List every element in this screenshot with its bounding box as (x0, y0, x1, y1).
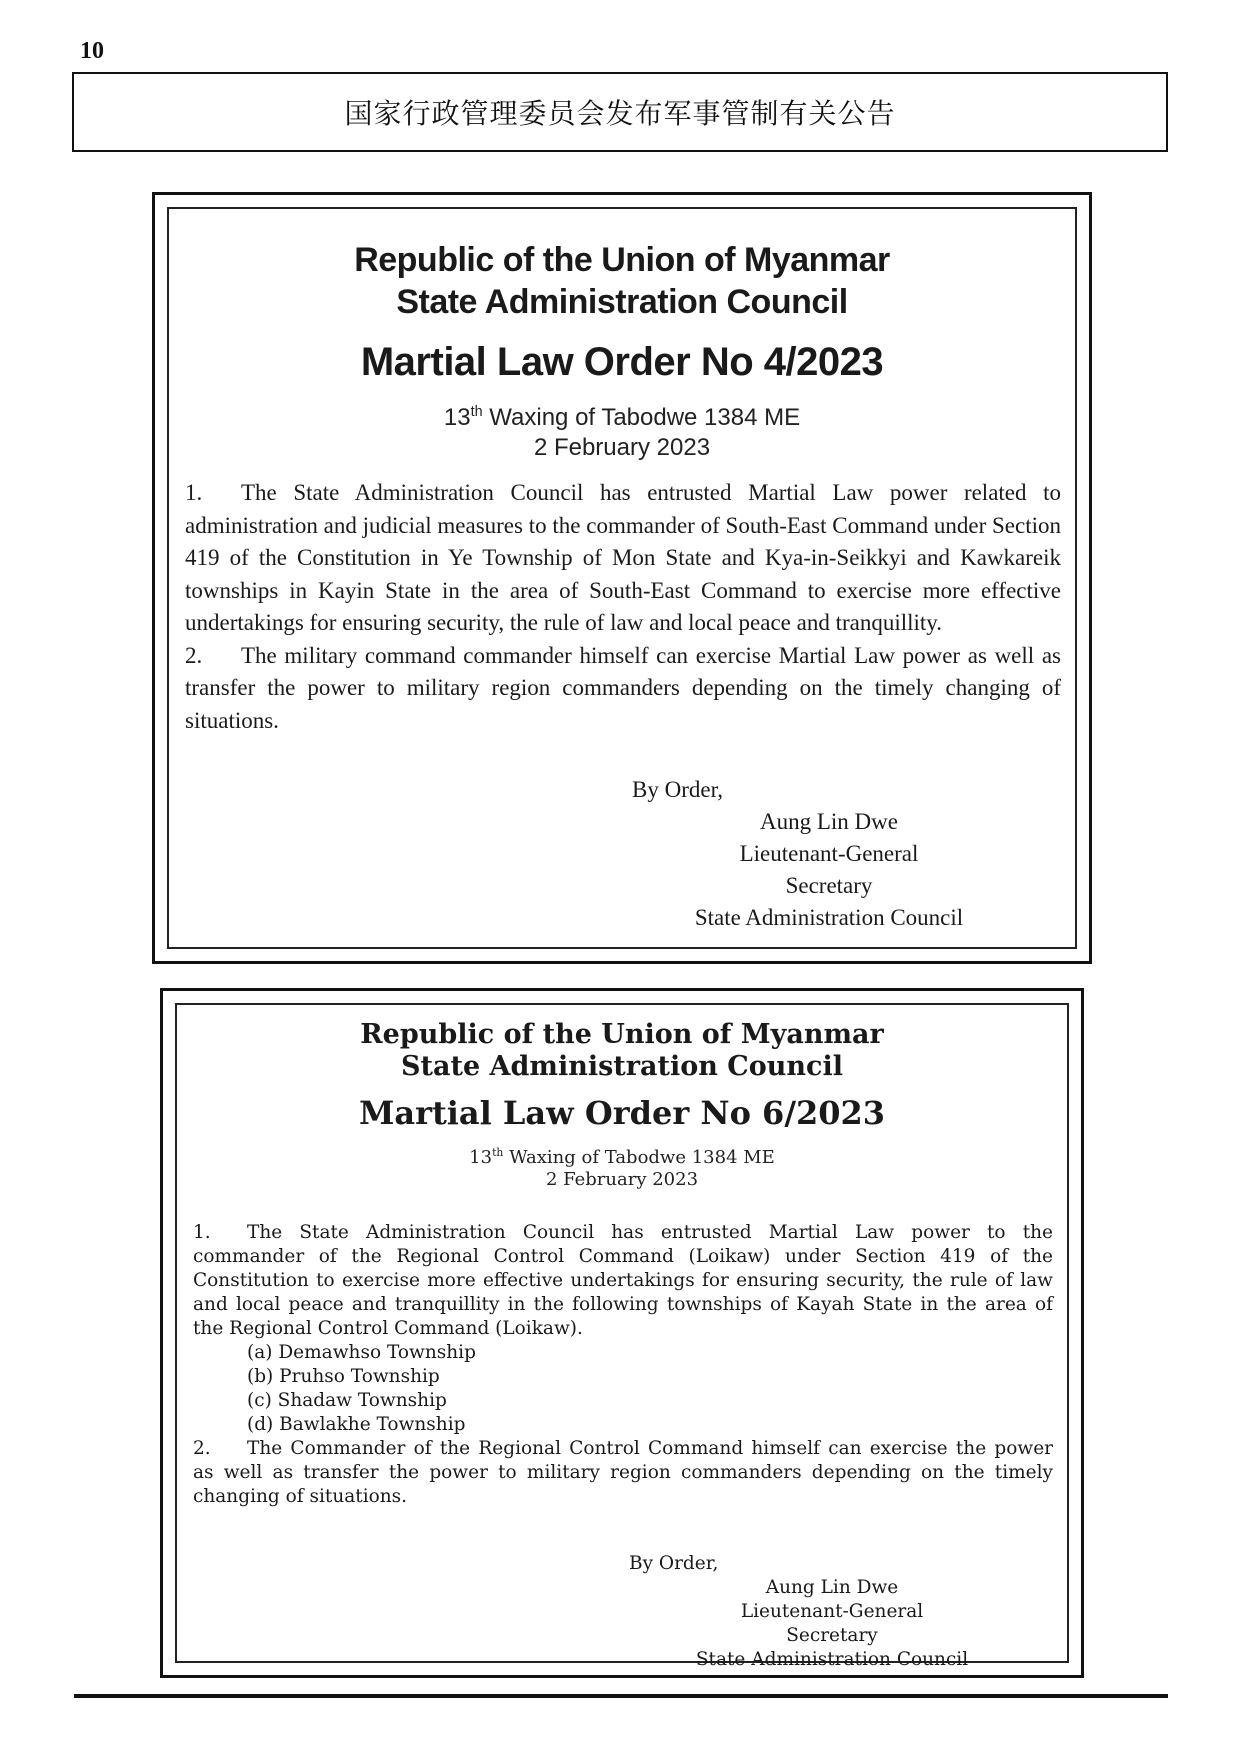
paragraph-number: 2. (193, 1438, 211, 1459)
notice-order-number: Martial Law Order No 4/2023 (360, 340, 884, 384)
paragraph-2 (185, 640, 1061, 738)
date-rest: Waxing of Tabodwe 1384 ME (503, 1147, 775, 1168)
signatory-organization: State Administration Council (694, 905, 964, 930)
notice-republic: Republic of the Union of Myanmar (360, 1019, 884, 1050)
paragraph-1 (185, 477, 1061, 640)
signatory-name: Aung Lin Dwe (760, 809, 898, 834)
page-number: 10 (80, 38, 104, 64)
paragraph-text: The State Administration Council has entrusted Martial Law power to the commander of the Regional Control Command (Loikaw) under Section 419 of the Constitution to exercise more effective undertakings for ensuring security, the rule of law and local peace and tranquillity in the following townships of Kayah State in the area of the Regional Control Command (Loikaw). (193, 1222, 1053, 1339)
paragraph-text: The Commander of the Regional Control Command himself can exercise the power as well as transfer the power to military region commanders depending on the timely changing of situations. (193, 1438, 1053, 1507)
township-item: (c) Shadaw Township (247, 1390, 447, 1411)
date-day: 13 (443, 404, 471, 431)
signatory-organization: State Administration Council (695, 1649, 969, 1670)
martial-law-order-6-notice (160, 988, 1084, 1678)
date-day: 13 (469, 1147, 493, 1168)
paragraph-text: The military command commander himself can exercise Martial Law power as well as transfer the power to military region commanders depending on the timely changing of situations. (185, 642, 1061, 733)
notice-council: State Administration Council (396, 283, 848, 321)
by-order: By Order, (629, 1553, 719, 1574)
notice-inner-border (167, 207, 1077, 949)
header-title: 国家行政管理委员会发布军事管制有关公告 (344, 97, 896, 130)
signatory-title: Secretary (785, 873, 873, 898)
paragraph-number: 1. (193, 1222, 211, 1243)
paragraph-2 (193, 1437, 1053, 1509)
paragraph-1 (193, 1221, 1053, 1341)
notice-order-number: Martial Law Order No 6/2023 (358, 1094, 886, 1132)
township-item: (d) Bawlakhe Township (247, 1414, 466, 1435)
notice-body (193, 1221, 1053, 1509)
header-box (72, 72, 1168, 152)
notice-date-myanmar (169, 403, 1075, 433)
date-rest: Waxing of Tabodwe 1384 ME (482, 404, 801, 431)
paragraph-text: The State Administration Council has entrusted Martial Law power related to administration and judicial measures to the commander of South-East Command under Section 419 of the Constitution in Ye Township of Mon State and Kya-in-Seikkyi and Kawkareik townships in Kayin State in the area of South-East Command to exercise more effective undertakings for ensuring security, the rule of law and local peace and tranquillity. (185, 480, 1061, 635)
by-order: By Order, (632, 777, 724, 802)
township-item: (b) Pruhso Township (247, 1366, 440, 1387)
date-suffix: th (492, 1146, 504, 1159)
signatory-title: Secretary (786, 1625, 878, 1646)
signatory-rank: Lieutenant-General (739, 841, 919, 866)
notice-date-myanmar (177, 1147, 1067, 1169)
signatory-rank: Lieutenant-General (740, 1601, 924, 1622)
notice-republic: Republic of the Union of Myanmar (354, 241, 890, 279)
paragraph-number: 1. (185, 480, 203, 505)
paragraph-number: 2. (185, 642, 203, 668)
date-suffix: th (470, 404, 483, 420)
footer-rule (74, 1694, 1168, 1698)
martial-law-order-4-notice (152, 192, 1092, 964)
township-item: (a) Demawhso Township (247, 1342, 476, 1363)
notice-date-gregorian: 2 February 2023 (533, 434, 711, 461)
notice-body (185, 477, 1061, 737)
notice-date-gregorian: 2 February 2023 (545, 1169, 699, 1190)
notice-council: State Administration Council (401, 1051, 843, 1082)
notice-inner-border (175, 1003, 1069, 1670)
signatory-name: Aung Lin Dwe (765, 1577, 899, 1598)
